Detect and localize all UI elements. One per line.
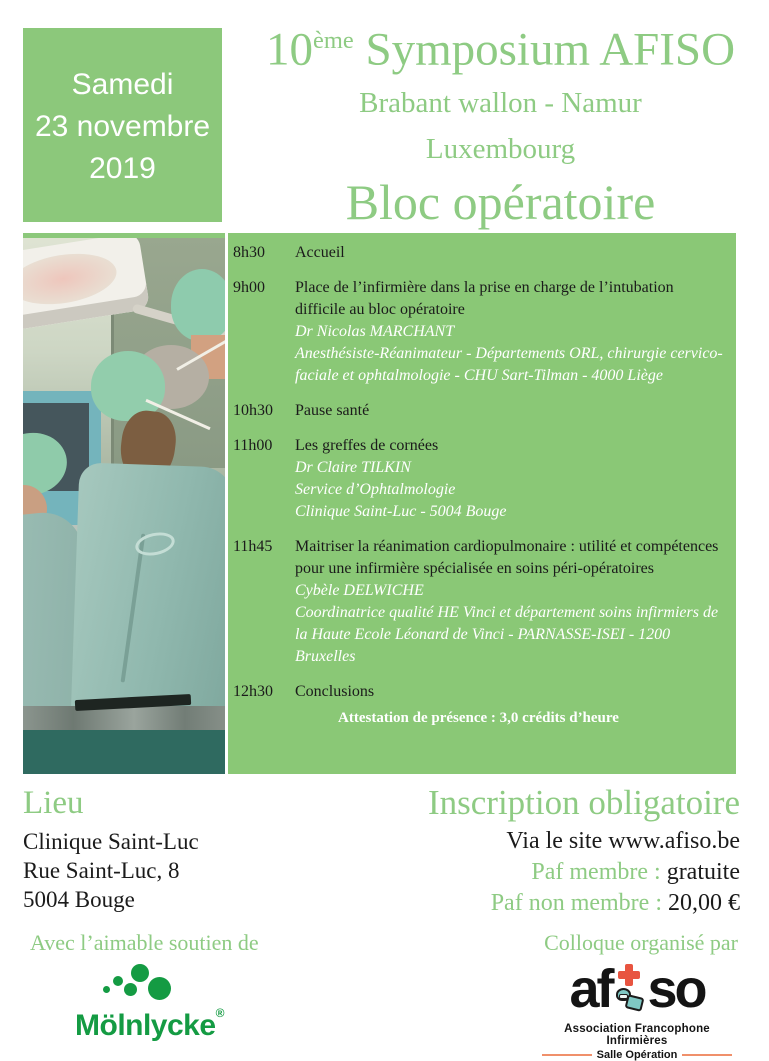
registration-nonmember-line — [428, 888, 740, 919]
sponsor-caption: Avec l’aimable soutien de — [30, 930, 259, 955]
location-heading: Lieu — [23, 785, 84, 821]
location-block — [23, 783, 199, 919]
registration-block — [428, 783, 740, 919]
nonmember-value: 20,00 € — [668, 890, 740, 916]
program-entry — [233, 400, 724, 422]
photo-instruments — [23, 706, 225, 730]
photo-gown-center — [71, 462, 225, 727]
title-ordinal-sup: ème — [312, 27, 354, 54]
footer-section — [23, 922, 740, 1061]
date-line-year: 2019 — [89, 152, 156, 185]
program-title: Pause santé — [295, 402, 370, 419]
subtitle-regions: Brabant wallon - Namur — [359, 86, 642, 119]
program-entry — [233, 435, 724, 523]
nurse-icon — [613, 988, 645, 1014]
location-city: 5004 Bouge — [23, 887, 135, 912]
member-value: gratuite — [666, 859, 740, 885]
program-affiliation: Service d’Ophtalmologie — [295, 481, 456, 498]
molnlycke-dots-icon — [101, 962, 181, 1004]
title-number: 10 — [265, 23, 313, 76]
header-titles — [232, 8, 769, 229]
main-title — [232, 14, 769, 77]
program-title: Conclusions — [295, 683, 375, 700]
afiso-logo — [537, 959, 737, 1061]
afiso-letters-left: af — [569, 959, 612, 1019]
program-speaker: Dr Claire TILKIN — [295, 459, 411, 476]
program-title: Accueil — [295, 244, 345, 261]
program-entry — [233, 242, 724, 264]
nonmember-label: Paf non membre : — [490, 890, 662, 916]
afiso-letters-right: so — [647, 959, 705, 1019]
program-entry — [233, 681, 724, 703]
medical-cross-icon — [618, 964, 640, 986]
title-rest: Symposium AFISO — [353, 23, 736, 76]
program-title: Maitriser la réanimation cardiopulmonaire : utilité et compétences pour une infirmière spécialisée en soins péri-opératoires — [295, 538, 719, 577]
program-panel — [228, 233, 736, 774]
photo-instrument-table — [23, 728, 225, 774]
afiso-wordmark — [537, 959, 737, 1020]
date-line-day: Samedi — [71, 68, 174, 101]
info-section — [23, 783, 740, 919]
registration-heading: Inscription obligatoire — [427, 783, 740, 822]
program-speaker: Dr Nicolas MARCHANT — [295, 323, 455, 340]
program-time: 10h30 — [233, 402, 273, 419]
date-line-date: 23 novembre — [34, 110, 211, 143]
location-street: Rue Saint-Luc, 8 — [23, 858, 180, 883]
member-label: Paf membre : — [531, 859, 661, 885]
registered-mark: ® — [215, 1006, 224, 1020]
program-title: Les greffes de cornées — [295, 437, 439, 454]
attestation-note: Attestation de présence : 3,0 crédits d’heure — [338, 710, 619, 726]
program-time: 11h00 — [233, 437, 273, 454]
registration-website: Via le site www.afiso.be — [506, 828, 740, 854]
program-speaker: Cybèle DELWICHE — [295, 582, 424, 599]
theme-title: Bloc opératoire — [345, 173, 656, 230]
program-affiliation: Anesthésiste-Réanimateur - Départements ORL, chirurgie cervico-faciale et ophtalmologie - CHU Sart-Tilman - 4000 Liège — [295, 345, 723, 384]
subtitle-luxembourg: Luxembourg — [425, 132, 576, 165]
event-date-box — [23, 28, 222, 222]
molnlycke-logo — [75, 962, 245, 1043]
program-time: 11h45 — [233, 538, 273, 555]
registration-member-line — [428, 857, 740, 888]
middle-section — [23, 233, 736, 774]
organizer-caption: Colloque organisé par — [544, 930, 738, 955]
photo-surgeon-right-cap — [171, 269, 225, 341]
program-entry — [233, 277, 724, 387]
afiso-association-text: Association Francophone Infirmières — [564, 1023, 710, 1047]
program-title: Place de l’infirmière dans la prise en charge de l’intubation difficile au bloc opératoire — [295, 279, 674, 318]
program-time: 12h30 — [233, 683, 273, 700]
program-time: 9h00 — [233, 279, 265, 296]
program-time: 8h30 — [233, 244, 265, 261]
location-name: Clinique Saint-Luc — [23, 829, 199, 854]
program-affiliation: Clinique Saint-Luc - 5004 Bouge — [295, 503, 507, 520]
program-affiliation: Coordinatrice qualité HE Vinci et département soins infirmiers de la Haute Ecole Léonard de Vinci - PARNASSE-ISEI - 1200 Bruxelles — [295, 604, 719, 665]
afiso-salle-operation: Salle Opération — [537, 1049, 737, 1061]
molnlycke-wordmark: Mölnlycke® — [75, 1006, 224, 1042]
operating-room-photo — [23, 233, 225, 774]
program-entry — [233, 536, 724, 668]
